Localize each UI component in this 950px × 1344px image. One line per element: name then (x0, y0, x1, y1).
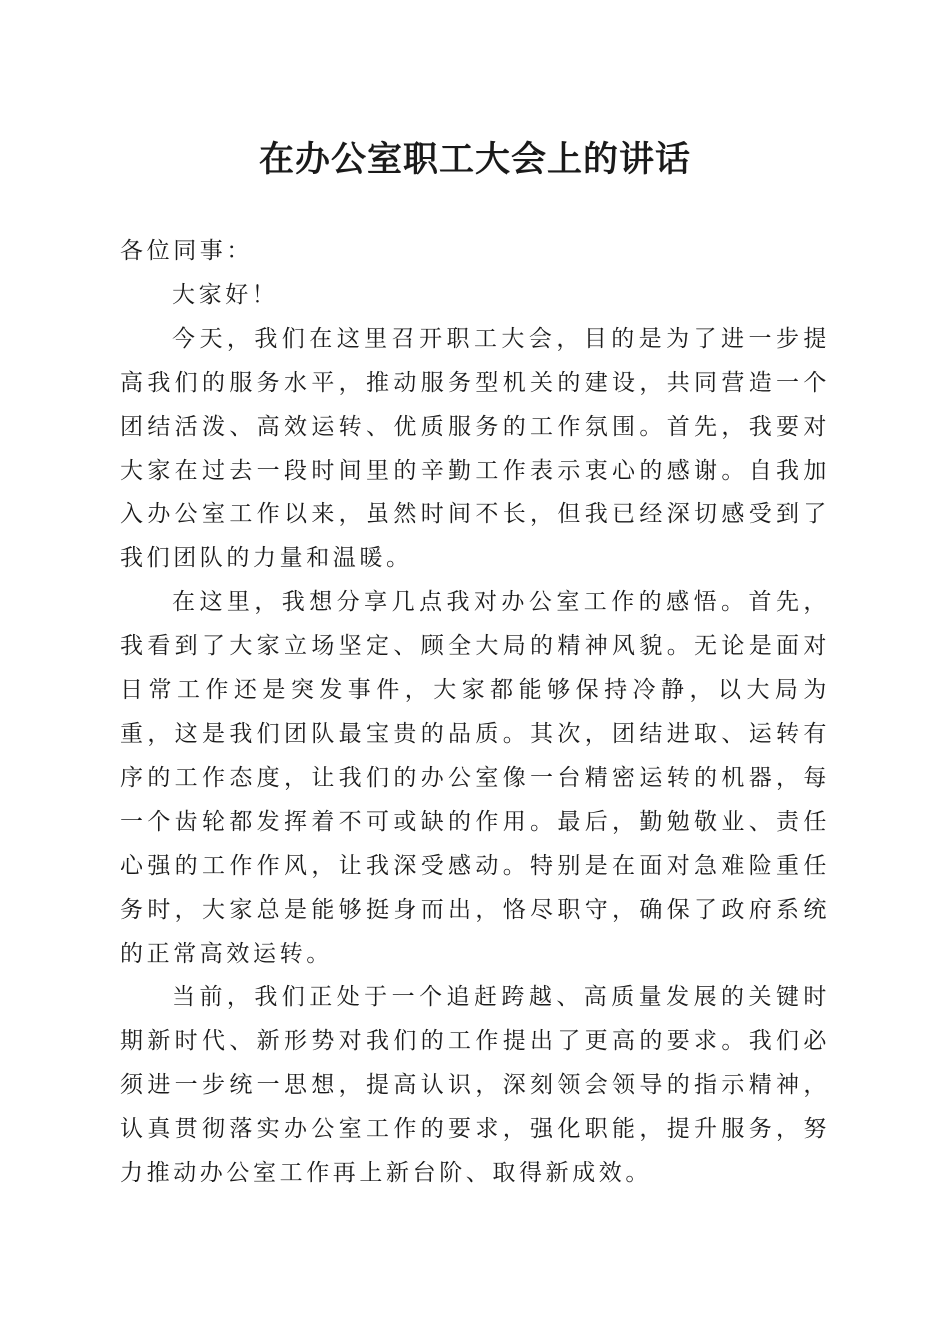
paragraph-greeting: 大家好！ (172, 281, 279, 308)
paragraph-reflections: 在这里，我想分享几点我对办公室工作的感悟。首先，我看到了大家立场坚定、顾全大局的精神风貌。无论是面对日常工作还是突发事件，大家都能够保持冷静，以大局为重，这是我们团队最宝贵的品质。其次，团结进取、运转有序的工作态度，让我们的办公室像一台精密运转的机器，每一个齿轮都发挥着不可或缺的作用。最后，勤勉敬业、责任心强的工作作风，让我深受感动。特别是在面对急难险重任务时，大家总是能够挺身而出，恪尽职守，确保了政府系统的正常高效运转。 (120, 589, 830, 967)
salutation: 各位同事： (120, 238, 253, 264)
paragraph-outlook: 当前，我们正处于一个追赶跨越、高质量发展的关键时期新时代、新形势对我们的工作提出了更高的要求。我们必须进一步统一思想，提高认识，深刻领会领导的指示精神，认真贯彻落实办公室工作的要求，强化职能，提升服务，努力推动办公室工作再上新台阶、取得新成效。 (120, 984, 830, 1187)
document-body (120, 230, 830, 1196)
paragraph-opening: 今天，我们在这里召开职工大会，目的是为了进一步提高我们的服务水平，推动服务型机关的建设，共同营造一个团结活泼、高效运转、优质服务的工作氛围。首先，我要对大家在过去一段时间里的辛勤工作表示衷心的感谢。自我加入办公室工作以来，虽然时间不长，但我已经深切感受到了我们团队的力量和温暖。 (120, 325, 830, 572)
document-title: 在办公室职工大会上的讲话 (258, 139, 691, 180)
